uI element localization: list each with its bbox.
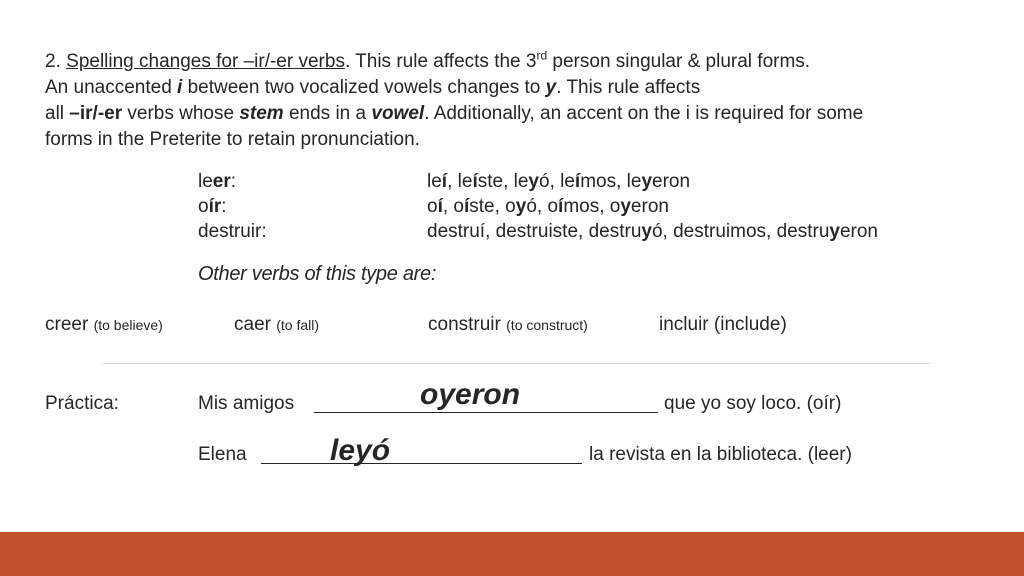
rule-text: An unaccented — [45, 77, 178, 98]
infinitive-part: destruir: — [198, 221, 267, 242]
rule-text: . Additionally, an accent on the i is required for some — [424, 103, 864, 124]
form-part: mos, le — [580, 171, 642, 192]
rule-line-2 — [45, 76, 700, 100]
infinitive-part: o — [198, 196, 209, 217]
form-part: eron — [839, 221, 878, 242]
form-part: mos, o — [563, 196, 621, 217]
form-part: ste, le — [477, 171, 529, 192]
answer-leyo: leyó — [330, 434, 391, 467]
rule-line-3 — [45, 102, 863, 126]
rule-text: ends in a — [283, 103, 372, 124]
verb-caer — [234, 313, 319, 337]
rule-text: verbs whose — [122, 103, 240, 124]
form-accent: í — [558, 196, 564, 217]
verb-creer — [45, 313, 163, 337]
form-y: y — [620, 196, 631, 217]
rule-line-1 — [45, 50, 810, 74]
form-part: , o — [442, 196, 464, 217]
form-part: ó, destruimos, destru — [651, 221, 830, 242]
form-y: y — [641, 221, 652, 242]
practica-sentence-2-post: la revista en la biblioteca. (leer) — [589, 444, 852, 465]
footer-band — [0, 532, 1024, 576]
emphasis-stem: stem — [239, 103, 284, 124]
verb-word: caer — [234, 314, 271, 335]
infinitive-destruir — [198, 220, 267, 244]
form-part: o — [427, 196, 438, 217]
verb-gloss: (include) — [713, 314, 787, 335]
form-accent: í — [441, 171, 448, 192]
infinitive-ending: ír — [208, 196, 222, 217]
form-part: destruí, destruiste, destru — [427, 221, 642, 242]
answer-blank-2 — [261, 463, 582, 464]
form-y: y — [641, 171, 653, 192]
verb-word: incluir — [659, 314, 709, 335]
verb-gloss: (to construct) — [506, 317, 588, 333]
practica-sentence-2-pre: Elena — [198, 444, 247, 465]
practica-sentence-1-pre: Mis amigos — [198, 393, 295, 414]
infinitive-leer — [198, 170, 236, 194]
answer-oyeron: oyeron — [420, 378, 521, 411]
form-accent: í — [574, 171, 581, 192]
rule-text: all — [45, 103, 70, 124]
form-accent: í — [437, 196, 443, 217]
form-part: , le — [447, 171, 473, 192]
emphasis-verbs: –ir/-er — [69, 103, 123, 124]
conjugation-leer — [427, 170, 690, 194]
ordinal-superscript: rd — [536, 48, 548, 63]
form-part: eron — [630, 196, 669, 217]
divider — [103, 363, 930, 364]
infinitive-ending: er — [212, 171, 231, 192]
rule-text: forms in the Preterite to retain pronunciation. — [45, 129, 420, 150]
infinitive-part: : — [230, 171, 237, 192]
form-part: ó, le — [539, 171, 575, 192]
rule-title: Spelling changes for –ir/-er verbs — [66, 51, 345, 72]
verb-gloss: (to fall) — [276, 317, 320, 333]
practica-sentence-1-post: que yo soy loco. (oír) — [664, 393, 842, 414]
verb-construir — [428, 313, 588, 337]
form-accent: í — [472, 171, 478, 192]
verb-word: creer — [45, 314, 89, 335]
rule-text: person singular & plural forms. — [547, 51, 811, 72]
other-verbs-heading: Other verbs of this type are: — [198, 263, 437, 285]
verb-incluir — [659, 313, 787, 337]
form-part: ó, o — [526, 196, 559, 217]
rule-line-4 — [45, 128, 420, 152]
practica-label: Práctica: — [45, 393, 119, 414]
rule-number: 2. — [45, 51, 61, 72]
rule-text: . This rule affects — [556, 77, 701, 98]
emphasis-vowel: vowel — [371, 103, 425, 124]
emphasis-y: y — [545, 77, 557, 98]
form-part: ste, o — [469, 196, 516, 217]
form-y: y — [829, 221, 840, 242]
emphasis-i: i — [177, 77, 183, 98]
infinitive-part: le — [198, 171, 213, 192]
form-part: eron — [652, 171, 691, 192]
verb-word: construir — [428, 314, 501, 335]
rule-text: . This rule affects the 3 — [344, 51, 537, 72]
form-y: y — [528, 171, 539, 192]
infinitive-oir — [198, 195, 227, 219]
rule-text: between two vocalized vowels changes to — [182, 77, 546, 98]
form-part: le — [427, 171, 442, 192]
form-y: y — [515, 196, 527, 217]
infinitive-part: : — [221, 196, 227, 217]
form-accent: í — [463, 196, 470, 217]
conjugation-destruir — [427, 220, 878, 244]
answer-blank-1 — [314, 412, 658, 413]
verb-gloss: (to believe) — [93, 317, 163, 333]
conjugation-oir — [427, 195, 669, 219]
